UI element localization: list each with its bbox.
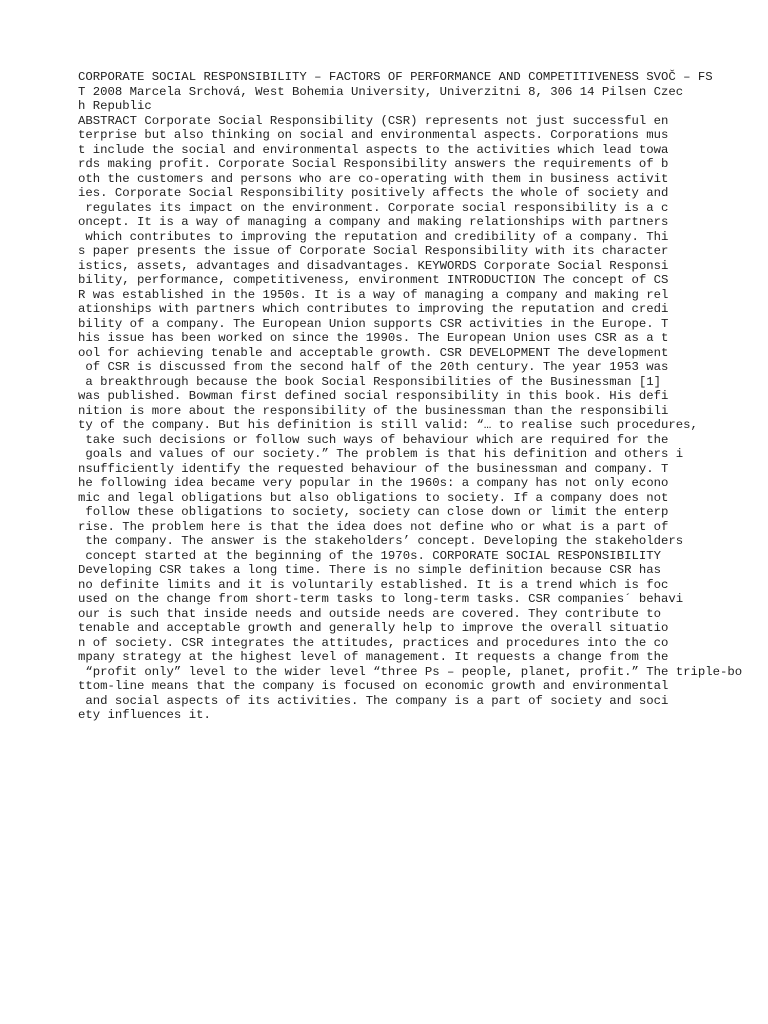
- text-line: tenable and acceptable growth and generally help to improve the overall situatio: [78, 621, 669, 635]
- text-line: oncept. It is a way of managing a company and making relationships with partners: [78, 215, 669, 229]
- text-line: concept started at the beginning of the 1970s. CORPORATE SOCIAL RESPONSIBILITY: [78, 548, 661, 563]
- text-line: t include the social and environmental aspects to the activities which lead towa: [78, 142, 669, 157]
- text-line: ies. Corporate Social Responsibility positively affects the whole of society and: [78, 186, 669, 200]
- text-line: a breakthrough because the book Social Responsibilities of the Businessman [1]: [78, 374, 661, 389]
- text-line: which contributes to improving the reputation and credibility of a company. Thi: [78, 229, 669, 244]
- text-line: ABSTRACT Corporate Social Responsibility (CSR) represents not just successful en: [78, 113, 669, 128]
- text-line: the company. The answer is the stakeholders’ concept. Developing the stakeholders: [78, 534, 684, 548]
- text-line: CORPORATE SOCIAL RESPONSIBILITY – FACTORS OF PERFORMANCE AND COMPETITIVENESS SVOČ – FS: [78, 70, 713, 84]
- text-line: R was established in the 1950s. It is a way of managing a company and making rel: [78, 287, 669, 302]
- text-line: rds making profit. Corporate Social Responsibility answers the requirements of b: [78, 157, 669, 171]
- text-line: bility, performance, competitiveness, environment INTRODUCTION The concept of CS: [78, 273, 669, 287]
- text-line: h Republic: [78, 99, 152, 113]
- text-line: he following idea became very popular in the 1960s: a company has not only econo: [78, 476, 669, 490]
- text-line: goals and values of our society.” The problem is that his definition and others i: [78, 447, 684, 461]
- text-line: follow these obligations to society, society can close down or limit the enterp: [78, 505, 669, 519]
- text-line: bility of a company. The European Union supports CSR activities in the Europe. T: [78, 316, 669, 331]
- text-line: rise. The problem here is that the idea does not define who or what is a part of: [78, 519, 669, 534]
- text-line: mpany strategy at the highest level of management. It requests a change from the: [78, 650, 669, 664]
- text-line: nition is more about the responsibility of the businessman than the responsibili: [78, 403, 669, 418]
- text-line: n of society. CSR integrates the attitudes, practices and procedures into the co: [78, 635, 669, 650]
- text-line: istics, assets, advantages and disadvantages. KEYWORDS Corporate Social Responsi: [78, 258, 669, 273]
- text-line: our is such that inside needs and outside needs are covered. They contribute to: [78, 606, 661, 621]
- text-line: was published. Bowman first defined social responsibility in this book. His defi: [78, 389, 669, 403]
- text-line: ool for achieving tenable and acceptable growth. CSR DEVELOPMENT The development: [78, 345, 669, 360]
- text-line: regulates its impact on the environment. Corporate social responsibility is a c: [78, 200, 669, 215]
- text-line: ationships with partners which contributes to improving the reputation and credi: [78, 302, 669, 316]
- text-line: take such decisions or follow such ways of behaviour which are required for the: [78, 432, 669, 447]
- text-line: no definite limits and it is voluntarily established. It is a trend which is foc: [78, 577, 669, 592]
- text-line: s paper presents the issue of Corporate Social Responsibility with its character: [78, 244, 669, 258]
- document-body: [78, 70, 768, 723]
- text-line: and social aspects of its activities. The company is a part of society and soci: [78, 693, 669, 708]
- text-line: “profit only” level to the wider level “three Ps – people, planet, profit.” The triple-bo: [78, 664, 743, 679]
- text-line: of CSR is discussed from the second half of the 20th century. The year 1953 was: [78, 360, 669, 374]
- text-line: ety influences it.: [78, 708, 211, 722]
- text-line: his issue has been worked on since the 1990s. The European Union uses CSR as a t: [78, 331, 669, 345]
- text-line: ty of the company. But his definition is still valid: “… to realise such procedures,: [78, 418, 698, 432]
- text-line: oth the customers and persons who are co-operating with them in business activit: [78, 171, 669, 186]
- text-line: T 2008 Marcela Srchová, West Bohemia University, Univerzitni 8, 306 14 Pilsen Czec: [78, 84, 684, 99]
- text-line: Developing CSR takes a long time. There is no simple definition because CSR has: [78, 563, 661, 577]
- text-line: mic and legal obligations but also obligations to society. If a company does not: [78, 490, 669, 505]
- text-line: terprise but also thinking on social and environmental aspects. Corporations mus: [78, 128, 669, 142]
- text-line: nsufficiently identify the requested behaviour of the businessman and company. T: [78, 461, 669, 476]
- text-line: used on the change from short-term tasks to long-term tasks. CSR companies´ behavi: [78, 592, 684, 606]
- text-line: ttom-line means that the company is focused on economic growth and environmental: [78, 679, 669, 693]
